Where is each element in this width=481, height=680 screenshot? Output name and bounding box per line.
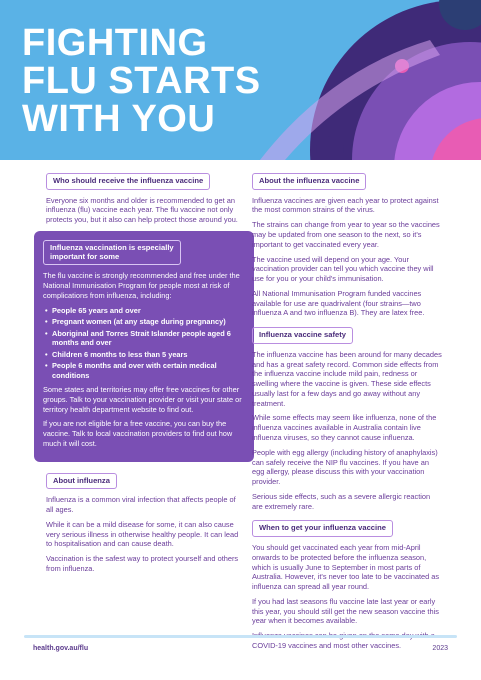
about-influenza-p2: While it can be a mild disease for some, it can also cause very serious illness in otherwise healthy people. It can lead to hospitalisation and can cause death. <box>46 519 239 549</box>
who-section <box>46 170 242 225</box>
about-influenza-p3: Vaccination is the safest way to protect yourself and others from influenza. <box>46 554 239 573</box>
list-item: • Aboriginal and Torres Strait Islander people aged 6 months and over <box>45 329 246 348</box>
list-item: • People 65 years and over <box>45 306 246 315</box>
callout-intro: The flu vaccine is strongly recommended and free under the National Immunisation Program for people most at risk of complications from influenza, including: <box>43 271 240 300</box>
footer-url-link[interactable]: health.gov.au/flu <box>33 645 89 652</box>
who-paragraph: Everyone six months and older is recommended to get an influenza (flu) vaccine each year. The flu vaccine not only protects you, but it also can help protect those around you. <box>46 195 238 225</box>
callout-heading: Influenza vaccination is especially important for some <box>43 240 181 265</box>
about-vaccine-p4: All National Immunisation Program funded vaccines available for use are quadrivalent (four strains—two influenza A and two influenza B). They are latex free. <box>252 288 425 318</box>
priority-list <box>45 306 246 380</box>
when-heading: When to get your influenza vaccine <box>252 520 393 537</box>
when-p1: You should get vaccinated each year from mid-April onwards to be protected before the influenza season, which is usually June to September in most parts of Australia. However, it's never too late to be vaccinated as influenza can spread all year round. <box>252 543 440 592</box>
callout-paragraph-3: If you are not eligible for a free vaccine, you can buy the vaccine. Talk to local vaccination providers to find out how much it will cost. <box>43 419 233 448</box>
about-influenza-p1: Influenza is a common viral infection that affects people of all ages. <box>46 495 236 515</box>
safety-p1: The influenza vaccine has been around for many decades and has a great safety record. Common side effects from the influenza vaccine include mild pain, redness or swelling where the vaccine is given. These side effects usually last for a few days and go away without any treatment. <box>252 349 442 408</box>
list-item: • Pregnant women (at any stage during pregnancy) <box>45 317 246 326</box>
safety-p4: Serious side effects, such as a severe allergic reaction are extremely rare. <box>252 491 431 511</box>
footer-year: 2023 <box>432 645 448 652</box>
when-section <box>252 517 442 650</box>
safety-p3: People with egg allergy (including history of anaphylaxis) can safely receive the NIP flu vaccines. If you have an egg allergy, please discuss this with your vaccination provider. <box>252 447 438 487</box>
list-item: • People 6 months and over with certain medical conditions <box>45 361 246 380</box>
footer-divider <box>24 635 457 638</box>
about-vaccine-section <box>252 170 442 318</box>
who-heading: Who should receive the influenza vaccine <box>46 173 210 190</box>
when-p2: If you had last seasons flu vaccine late last year or early this year, you should still get the new season vaccine this year when it becomes available. <box>252 596 439 626</box>
list-item: • Children 6 months to less than 5 years <box>45 350 246 359</box>
title-line-2: FLU STARTS <box>22 60 261 102</box>
header-banner <box>0 0 481 160</box>
right-column <box>252 170 442 657</box>
about-vaccine-p1: Influenza vaccines are given each year to protect against the most common strains of the virus. <box>252 195 439 215</box>
safety-section <box>252 324 442 511</box>
callout-paragraph-2: Some states and territories may offer free vaccines for other groups. Talk to your vaccination provider or visit your state or territory health department website to find out. <box>43 385 242 414</box>
title-line-3: WITH YOU <box>22 98 216 140</box>
about-vaccine-p2: The strains can change from year to year so the vaccines may be updated from one season to the next, so it's important to get vaccinated every year. <box>252 220 440 249</box>
when-p3: COVID-19 vaccines and most other vaccines. <box>252 640 402 650</box>
about-vaccine-p3: The vaccine used will depend on your age. Your vaccination provider can tell you which vaccine they will use for you or your child's immunisation. <box>252 254 434 284</box>
title-line-1: FIGHTING <box>22 22 208 64</box>
about-influenza-section <box>46 470 242 574</box>
about-influenza-heading: About influenza <box>46 473 117 490</box>
about-vaccine-heading: About the influenza vaccine <box>252 173 366 190</box>
left-column <box>43 170 242 580</box>
safety-heading: Influenza vaccine safety <box>252 327 353 344</box>
safety-p2: While some effects may seem like influenza, none of the influenza vaccines available in Australia contain live influenza viruses, so they cannot cause influenza. <box>252 413 437 442</box>
page-title <box>22 24 261 138</box>
priority-callout <box>34 231 254 462</box>
